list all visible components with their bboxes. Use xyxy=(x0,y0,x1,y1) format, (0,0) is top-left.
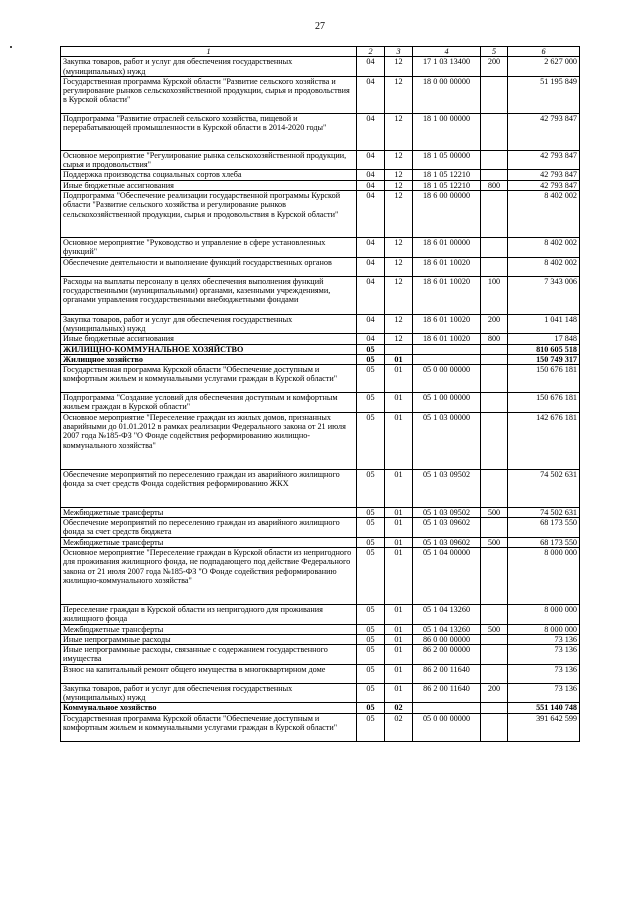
target-article-code: 05 1 04 13260 xyxy=(413,604,481,624)
amount: 150 749 317 xyxy=(508,354,580,364)
section-code: 05 xyxy=(357,634,385,644)
target-article-code: 18 6 01 00000 xyxy=(413,238,481,258)
amount: 8 000 000 xyxy=(508,604,580,624)
section-code: 04 xyxy=(357,334,385,344)
amount: 150 676 181 xyxy=(508,365,580,393)
table-row xyxy=(61,507,580,517)
expense-type-code xyxy=(481,191,508,238)
item-name: Закупка товаров, работ и услуг для обеспечения государственных (муниципальных) нужд xyxy=(61,57,357,77)
subsection-code: 01 xyxy=(385,634,413,644)
amount: 8 402 002 xyxy=(508,191,580,238)
table-row xyxy=(61,645,580,665)
table-row xyxy=(61,170,580,180)
subsection-code: 12 xyxy=(385,76,413,113)
expense-type-code xyxy=(481,170,508,180)
subsection-code: 12 xyxy=(385,150,413,170)
amount: 74 502 631 xyxy=(508,507,580,517)
expense-type-code xyxy=(481,713,508,741)
table-row xyxy=(61,393,580,413)
table-row xyxy=(61,365,580,393)
item-name: Жилищное хозяйство xyxy=(61,354,357,364)
table-row xyxy=(61,713,580,741)
amount: 142 676 181 xyxy=(508,412,580,469)
target-article-code: 05 1 03 09602 xyxy=(413,537,481,547)
item-name: Взнос на капитальный ремонт общего имущества в многоквартирном доме xyxy=(61,664,357,683)
section-code: 05 xyxy=(357,469,385,507)
expense-type-code xyxy=(481,76,508,113)
amount: 150 676 181 xyxy=(508,393,580,413)
amount: 810 605 518 xyxy=(508,344,580,354)
target-article-code: 05 1 03 09502 xyxy=(413,507,481,517)
target-article-code: 18 1 00 00000 xyxy=(413,113,481,150)
column-header: 4 xyxy=(413,47,481,57)
subsection-code: 01 xyxy=(385,507,413,517)
section-code: 05 xyxy=(357,412,385,469)
amount: 73 136 xyxy=(508,664,580,683)
subsection-code: 12 xyxy=(385,334,413,344)
target-article-code: 18 0 00 00000 xyxy=(413,76,481,113)
subsection-code: 01 xyxy=(385,683,413,703)
expense-type-code xyxy=(481,412,508,469)
section-code: 05 xyxy=(357,604,385,624)
target-article-code: 05 1 03 00000 xyxy=(413,412,481,469)
table-row xyxy=(61,150,580,170)
section-code: 04 xyxy=(357,113,385,150)
table-row xyxy=(61,238,580,258)
target-article-code: 18 6 01 10020 xyxy=(413,257,481,276)
section-code: 05 xyxy=(357,354,385,364)
amount: 8 000 000 xyxy=(508,547,580,604)
item-name: Основное мероприятие "Переселение граждан из жилых домов, признанных аварийными до 01.01.2012 в рамках реализации Федерального закона от 21 июля 2007 года №185-ФЗ "О Фонде содействия реформированию жилищно-коммунального хозяйства" xyxy=(61,412,357,469)
expense-type-code xyxy=(481,547,508,604)
item-name: Переселение граждан в Курской области из непригодного для проживания жилищного фонда xyxy=(61,604,357,624)
column-header: 1 xyxy=(61,47,357,57)
expense-type-code: 500 xyxy=(481,537,508,547)
amount: 68 173 550 xyxy=(508,518,580,538)
subsection-code: 02 xyxy=(385,703,413,713)
subsection-code: 12 xyxy=(385,180,413,190)
table-row xyxy=(61,314,580,334)
subsection-code: 12 xyxy=(385,57,413,77)
amount: 17 848 xyxy=(508,334,580,344)
amount: 73 136 xyxy=(508,634,580,644)
amount: 74 502 631 xyxy=(508,469,580,507)
amount: 8 000 000 xyxy=(508,624,580,634)
table-row xyxy=(61,547,580,604)
expense-type-code: 200 xyxy=(481,683,508,703)
expense-type-code xyxy=(481,354,508,364)
item-name: Обеспечение мероприятий по переселению граждан из аварийного жилищного фонда за счет средств Фонда содействия реформированию ЖКХ xyxy=(61,469,357,507)
target-article-code: 05 0 00 00000 xyxy=(413,713,481,741)
section-code: 05 xyxy=(357,518,385,538)
expense-type-code xyxy=(481,703,508,713)
section-code: 05 xyxy=(357,393,385,413)
item-name: Межбюджетные трансферты xyxy=(61,507,357,517)
amount: 551 140 748 xyxy=(508,703,580,713)
column-header: 3 xyxy=(385,47,413,57)
item-name: Обеспечение деятельности и выполнение функций государственных органов xyxy=(61,257,357,276)
target-article-code: 86 2 00 11640 xyxy=(413,683,481,703)
expense-type-code xyxy=(481,344,508,354)
expense-type-code xyxy=(481,393,508,413)
expense-type-code xyxy=(481,518,508,538)
section-code: 04 xyxy=(357,57,385,77)
item-name: Иные непрограммные расходы xyxy=(61,634,357,644)
column-header: 6 xyxy=(508,47,580,57)
table-row xyxy=(61,664,580,683)
target-article-code: 86 0 00 00000 xyxy=(413,634,481,644)
target-article-code: 18 1 05 12210 xyxy=(413,170,481,180)
page-number: 27 xyxy=(315,21,325,32)
section-code: 04 xyxy=(357,257,385,276)
table-row xyxy=(61,518,580,538)
subsection-code xyxy=(385,344,413,354)
table-row xyxy=(61,113,580,150)
subsection-code: 12 xyxy=(385,314,413,334)
section-code: 04 xyxy=(357,170,385,180)
expense-type-code xyxy=(481,150,508,170)
amount: 391 642 599 xyxy=(508,713,580,741)
subsection-code: 12 xyxy=(385,170,413,180)
subsection-code: 12 xyxy=(385,257,413,276)
target-article-code: 05 0 00 00000 xyxy=(413,365,481,393)
target-article-code: 05 1 04 13260 xyxy=(413,624,481,634)
item-name: Закупка товаров, работ и услуг для обеспечения государственных (муниципальных) нужд xyxy=(61,314,357,334)
target-article-code: 17 1 03 13400 xyxy=(413,57,481,77)
table-row xyxy=(61,57,580,77)
section-code: 04 xyxy=(357,238,385,258)
item-name: Подпрограмма "Создание условий для обеспечения доступным и комфортным жильем граждан в Курской области" xyxy=(61,393,357,413)
section-code: 05 xyxy=(357,645,385,665)
item-name: ЖИЛИЩНО-КОММУНАЛЬНОЕ ХОЗЯЙСТВО xyxy=(61,344,357,354)
table-row xyxy=(61,257,580,276)
section-code: 05 xyxy=(357,547,385,604)
expense-type-code: 200 xyxy=(481,57,508,77)
section-code: 05 xyxy=(357,624,385,634)
table-row xyxy=(61,469,580,507)
item-name: Государственная программа Курской области "Обеспечение доступным и комфортным жильем и коммунальными услугами граждан в Курской области" xyxy=(61,365,357,393)
column-header: 2 xyxy=(357,47,385,57)
amount: 42 793 847 xyxy=(508,170,580,180)
table-row xyxy=(61,76,580,113)
target-article-code: 05 1 00 00000 xyxy=(413,393,481,413)
table-row xyxy=(61,354,580,364)
item-name: Подпрограмма "Обеспечение реализации государственной программы Курской области "Развитие сельского хозяйства и регулирование рынков сельскохозяйственной продукции, сырья и продовольствия в Курской области" xyxy=(61,191,357,238)
expense-type-code xyxy=(481,469,508,507)
amount: 1 041 148 xyxy=(508,314,580,334)
item-name: Государственная программа Курской области "Развитие сельского хозяйства и регулирование рынков сельскохозяйственной продукции, сырья и продовольствия в Курской области" xyxy=(61,76,357,113)
item-name: Межбюджетные трансферты xyxy=(61,624,357,634)
item-name: Государственная программа Курской области "Обеспечение доступным и комфортным жильем и коммунальными услугами граждан в Курской области" xyxy=(61,713,357,741)
subsection-code: 01 xyxy=(385,518,413,538)
subsection-code: 01 xyxy=(385,412,413,469)
expense-type-code: 100 xyxy=(481,276,508,314)
target-article-code: 86 2 00 11640 xyxy=(413,664,481,683)
subsection-code: 01 xyxy=(385,645,413,665)
budget-table xyxy=(60,46,580,742)
item-name: Обеспечение мероприятий по переселению граждан из аварийного жилищного фонда за счет средств бюджета xyxy=(61,518,357,538)
subsection-code: 01 xyxy=(385,354,413,364)
table-row xyxy=(61,624,580,634)
subsection-code: 01 xyxy=(385,624,413,634)
expense-type-code xyxy=(481,604,508,624)
table-row xyxy=(61,180,580,190)
section-code: 05 xyxy=(357,713,385,741)
item-name: Основное мероприятие "Регулирование рынка сельскохозяйственной продукции, сырья и продовольствия" xyxy=(61,150,357,170)
section-code: 05 xyxy=(357,664,385,683)
table-header-row xyxy=(61,47,580,57)
target-article-code: 05 1 03 09502 xyxy=(413,469,481,507)
section-code: 04 xyxy=(357,276,385,314)
subsection-code: 01 xyxy=(385,537,413,547)
item-name: Основное мероприятие "Переселение граждан в Курской области из непригодного для проживания жилищного фонда, не подпадающего под действие Федерального закона от 21 июля 2007 года №185-ФЗ "О Фонде содействия реформированию жилищно-коммунального хозяйства" xyxy=(61,547,357,604)
amount: 2 627 000 xyxy=(508,57,580,77)
table-row xyxy=(61,344,580,354)
table-row xyxy=(61,334,580,344)
table-row xyxy=(61,604,580,624)
section-code: 05 xyxy=(357,683,385,703)
target-article-code: 18 6 01 10020 xyxy=(413,276,481,314)
table-row xyxy=(61,191,580,238)
expense-type-code: 800 xyxy=(481,334,508,344)
item-name: Подпрограмма "Развитие отраслей сельского хозяйства, пищевой и перерабатывающей промышленности в Курской области в 2014-2020 годы" xyxy=(61,113,357,150)
subsection-code: 12 xyxy=(385,113,413,150)
target-article-code: 18 6 00 00000 xyxy=(413,191,481,238)
table-row xyxy=(61,683,580,703)
subsection-code: 01 xyxy=(385,365,413,393)
expense-type-code: 500 xyxy=(481,507,508,517)
section-code: 04 xyxy=(357,150,385,170)
table-row xyxy=(61,412,580,469)
table-row xyxy=(61,537,580,547)
target-article-code xyxy=(413,703,481,713)
expense-type-code xyxy=(481,113,508,150)
target-article-code: 05 1 04 00000 xyxy=(413,547,481,604)
item-name: Поддержка производства социальных сортов хлеба xyxy=(61,170,357,180)
amount: 42 793 847 xyxy=(508,113,580,150)
target-article-code: 86 2 00 00000 xyxy=(413,645,481,665)
amount: 42 793 847 xyxy=(508,180,580,190)
table-row xyxy=(61,276,580,314)
target-article-code: 18 1 05 00000 xyxy=(413,150,481,170)
item-name: Закупка товаров, работ и услуг для обеспечения государственных (муниципальных) нужд xyxy=(61,683,357,703)
table-row xyxy=(61,703,580,713)
section-code: 04 xyxy=(357,314,385,334)
amount: 73 136 xyxy=(508,645,580,665)
expense-type-code xyxy=(481,634,508,644)
expense-type-code: 200 xyxy=(481,314,508,334)
section-code: 05 xyxy=(357,365,385,393)
item-name: Иные непрограммные расходы, связанные с содержанием государственного имущества xyxy=(61,645,357,665)
target-article-code: 18 6 01 10020 xyxy=(413,314,481,334)
amount: 42 793 847 xyxy=(508,150,580,170)
item-name: Межбюджетные трансферты xyxy=(61,537,357,547)
scan-artifact-dot xyxy=(10,46,12,48)
subsection-code: 01 xyxy=(385,469,413,507)
subsection-code: 12 xyxy=(385,191,413,238)
expense-type-code: 500 xyxy=(481,624,508,634)
section-code: 05 xyxy=(357,537,385,547)
section-code: 05 xyxy=(357,507,385,517)
amount: 8 402 002 xyxy=(508,238,580,258)
subsection-code: 12 xyxy=(385,238,413,258)
subsection-code: 01 xyxy=(385,664,413,683)
amount: 51 195 849 xyxy=(508,76,580,113)
item-name: Коммунальное хозяйство xyxy=(61,703,357,713)
section-code: 05 xyxy=(357,344,385,354)
amount: 8 402 002 xyxy=(508,257,580,276)
section-code: 04 xyxy=(357,191,385,238)
expense-type-code xyxy=(481,238,508,258)
subsection-code: 01 xyxy=(385,393,413,413)
column-header: 5 xyxy=(481,47,508,57)
amount: 73 136 xyxy=(508,683,580,703)
section-code: 04 xyxy=(357,180,385,190)
expense-type-code: 800 xyxy=(481,180,508,190)
subsection-code: 02 xyxy=(385,713,413,741)
expense-type-code xyxy=(481,645,508,665)
amount: 68 173 550 xyxy=(508,537,580,547)
expense-type-code xyxy=(481,365,508,393)
target-article-code xyxy=(413,354,481,364)
expense-type-code xyxy=(481,257,508,276)
target-article-code: 05 1 03 09602 xyxy=(413,518,481,538)
item-name: Основное мероприятие "Руководство и управление в сфере установленных функций" xyxy=(61,238,357,258)
subsection-code: 12 xyxy=(385,276,413,314)
target-article-code xyxy=(413,344,481,354)
item-name: Иные бюджетные ассигнования xyxy=(61,180,357,190)
subsection-code: 01 xyxy=(385,604,413,624)
section-code: 04 xyxy=(357,76,385,113)
target-article-code: 18 6 01 10020 xyxy=(413,334,481,344)
table-row xyxy=(61,634,580,644)
item-name: Иные бюджетные ассигнования xyxy=(61,334,357,344)
subsection-code: 01 xyxy=(385,547,413,604)
target-article-code: 18 1 05 12210 xyxy=(413,180,481,190)
amount: 7 343 006 xyxy=(508,276,580,314)
section-code: 05 xyxy=(357,703,385,713)
item-name: Расходы на выплаты персоналу в целях обеспечения выполнения функций государственными (муниципальными) органами, казенными учреждениями, органами управления государственными внебюджетными фондами xyxy=(61,276,357,314)
expense-type-code xyxy=(481,664,508,683)
